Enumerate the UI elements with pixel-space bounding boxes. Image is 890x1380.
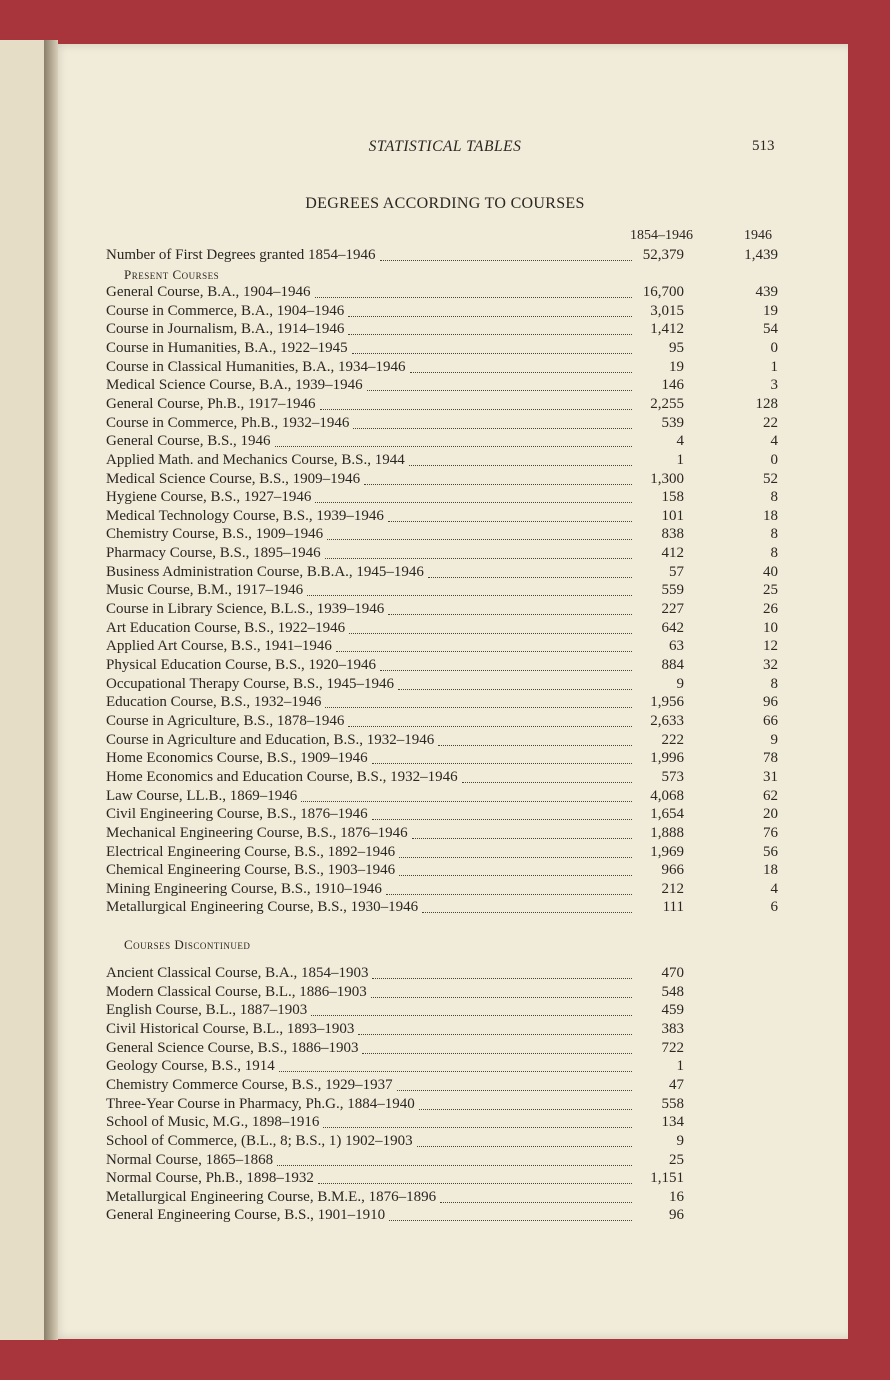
course-label: Law Course, LL.B., 1869–1946	[106, 787, 298, 804]
present-course-row	[106, 899, 778, 918]
degrees-1946-value: 6	[770, 899, 778, 916]
course-label: Medical Technology Course, B.S., 1939–1946	[106, 507, 384, 524]
degrees-total-value: 222	[661, 731, 684, 748]
degrees-1946-value: 10	[763, 619, 778, 636]
dot-leader	[311, 1014, 632, 1016]
course-label: Course in Agriculture and Education, B.S., 1932–1946	[106, 731, 435, 748]
degrees-total-value: 642	[661, 619, 684, 636]
present-course-row	[106, 638, 778, 657]
degrees-total-value: 539	[661, 414, 684, 431]
degrees-1946-value: 40	[763, 563, 778, 580]
degrees-total-value: 1,300	[650, 470, 684, 487]
dot-leader	[358, 1033, 632, 1035]
degrees-total-value: 4	[676, 433, 684, 450]
course-label: Modern Classical Course, B.L., 1886–1903	[106, 983, 367, 1000]
dot-leader	[440, 1201, 632, 1203]
degrees-total-value: 838	[661, 526, 684, 543]
course-label: Education Course, B.S., 1932–1946	[106, 694, 322, 711]
course-label: Hygiene Course, B.S., 1927–1946	[106, 489, 312, 506]
present-course-row	[106, 862, 778, 881]
degrees-1946-value: 439	[755, 284, 778, 300]
dot-leader	[325, 557, 632, 559]
dot-leader	[412, 837, 632, 839]
dot-leader	[417, 1145, 632, 1147]
dot-leader	[389, 1219, 632, 1221]
degrees-1946-value: 25	[763, 582, 778, 599]
course-label: Music Course, B.M., 1917–1946	[106, 582, 304, 599]
present-course-row	[106, 321, 778, 340]
dot-leader	[348, 333, 632, 335]
course-label: General Course, Ph.B., 1917–1946	[106, 395, 316, 412]
running-head: STATISTICAL TABLES	[368, 138, 522, 155]
dot-leader	[318, 1182, 632, 1184]
course-label: General Science Course, B.S., 1886–1903	[106, 1039, 359, 1056]
course-label: Chemistry Course, B.S., 1909–1946	[106, 526, 324, 543]
dot-leader	[336, 650, 632, 652]
dot-leader	[315, 296, 632, 298]
dot-leader	[397, 1089, 632, 1091]
course-label: Electrical Engineering Course, B.S., 1892–1946	[106, 843, 396, 860]
course-label: Number of First Degrees granted 1854–1946	[106, 247, 376, 263]
dot-leader	[362, 1052, 632, 1054]
course-label: Applied Math. and Mechanics Course, B.S., 1944	[106, 451, 405, 468]
present-course-row	[106, 788, 778, 807]
course-label: Course in Library Science, B.L.S., 1939–1946	[106, 601, 385, 618]
degrees-1946-value: 66	[763, 712, 778, 729]
degrees-1946-value: 1,439	[744, 247, 778, 263]
course-label: School of Music, M.G., 1898–1916	[106, 1114, 320, 1131]
degrees-1946-value: 0	[770, 451, 778, 468]
degrees-1946-value: 32	[763, 657, 778, 673]
degrees-1946-value: 9	[770, 731, 778, 748]
dot-leader	[327, 538, 632, 540]
present-course-row	[106, 303, 778, 322]
course-label: Course in Journalism, B.A., 1914–1946	[106, 321, 345, 338]
discontinued-course-row	[106, 1189, 778, 1208]
spine-shadow	[44, 40, 58, 1340]
degrees-total-value: 3,015	[650, 302, 684, 319]
degrees-1946-value: 18	[763, 862, 778, 879]
degrees-total-value: 1,654	[650, 806, 684, 823]
dot-leader	[325, 706, 632, 708]
total-degrees-row	[106, 247, 778, 266]
course-label: Metallurgical Engineering Course, B.S., 1930–1946	[106, 899, 419, 916]
course-label: Ancient Classical Course, B.A., 1854–1903	[106, 965, 369, 981]
present-course-row	[106, 844, 778, 863]
degrees-total-value: 16	[669, 1188, 684, 1205]
present-course-row	[106, 825, 778, 844]
degrees-total-value: 96	[669, 1207, 684, 1224]
present-course-row	[106, 545, 778, 564]
table-title: DEGREES ACCORDING TO COURSES	[305, 195, 585, 212]
present-course-row	[106, 713, 778, 732]
degrees-total-value: 47	[669, 1076, 684, 1093]
degrees-total-value: 966	[661, 862, 684, 879]
degrees-1946-value: 54	[763, 321, 778, 338]
course-label: Applied Art Course, B.S., 1941–1946	[106, 638, 332, 655]
discontinued-course-row	[106, 1207, 778, 1226]
degrees-1946-value: 8	[770, 489, 778, 506]
degrees-1946-value: 76	[763, 824, 778, 841]
degrees-1946-value: 3	[770, 377, 778, 394]
discontinued-course-row	[106, 1058, 778, 1077]
degrees-total-value: 1,969	[650, 843, 684, 860]
dot-leader	[380, 669, 632, 671]
course-label: Course in Humanities, B.A., 1922–1945	[106, 339, 348, 356]
dot-leader	[372, 977, 632, 979]
degrees-1946-value: 52	[763, 470, 778, 487]
degrees-1946-value: 1	[770, 358, 778, 375]
course-label: Home Economics and Education Course, B.S., 1932–1946	[106, 768, 458, 785]
present-course-row	[106, 340, 778, 359]
course-label: Course in Commerce, Ph.B., 1932–1946	[106, 414, 350, 431]
degrees-total-value: 383	[661, 1020, 684, 1037]
degrees-total-value: 134	[661, 1114, 684, 1131]
degrees-1946-value: 8	[770, 545, 778, 562]
discontinued-course-row	[106, 1114, 778, 1133]
present-course-row	[106, 620, 778, 639]
dot-leader	[279, 1070, 632, 1072]
degrees-1946-value: 56	[763, 843, 778, 860]
degrees-total-value: 548	[661, 983, 684, 1000]
dot-leader	[428, 576, 632, 578]
degrees-total-value: 9	[676, 1132, 684, 1149]
present-course-row	[106, 657, 778, 676]
course-label: Civil Historical Course, B.L., 1893–1903	[106, 1020, 355, 1037]
course-label: General Course, B.A., 1904–1946	[106, 284, 311, 300]
course-label: Course in Commerce, B.A., 1904–1946	[106, 302, 345, 319]
dot-leader	[380, 259, 632, 261]
dot-leader	[372, 818, 632, 820]
present-course-row	[106, 415, 778, 434]
degrees-total-value: 101	[661, 507, 684, 524]
discontinued-course-row	[106, 984, 778, 1003]
degrees-total-value: 25	[669, 1151, 684, 1168]
present-course-row	[106, 881, 778, 900]
course-label: Business Administration Course, B.B.A., 1945–1946	[106, 563, 424, 580]
present-course-row	[106, 769, 778, 788]
course-label: School of Commerce, (B.L., 8; B.S., 1) 1902–1903	[106, 1132, 413, 1149]
dot-leader	[277, 1164, 632, 1166]
degrees-total-value: 1,151	[650, 1170, 684, 1187]
present-course-row	[106, 396, 778, 415]
degrees-total-value: 63	[669, 638, 684, 655]
degrees-total-value: 111	[662, 899, 684, 916]
degrees-1946-value: 18	[763, 507, 778, 524]
course-label: Three-Year Course in Pharmacy, Ph.G., 1884–1940	[106, 1095, 415, 1112]
degrees-total-value: 1,956	[650, 694, 684, 711]
present-course-row	[106, 452, 778, 471]
present-course-row	[106, 508, 778, 527]
present-course-row	[106, 676, 778, 695]
degrees-1946-value: 12	[763, 638, 778, 655]
degrees-total-value: 19	[669, 358, 684, 375]
dot-leader	[399, 874, 632, 876]
course-label: Home Economics Course, B.S., 1909–1946	[106, 750, 368, 767]
course-label: Mining Engineering Course, B.S., 1910–1946	[106, 880, 382, 897]
present-course-row	[106, 489, 778, 508]
discontinued-course-row	[106, 1152, 778, 1171]
course-label: Art Education Course, B.S., 1922–1946	[106, 619, 346, 636]
degrees-total-value: 722	[661, 1039, 684, 1056]
discontinued-course-row	[106, 1170, 778, 1189]
degrees-total-value: 1,412	[650, 321, 684, 338]
degrees-total-value: 4,068	[650, 787, 684, 804]
course-label: General Course, B.S., 1946	[106, 433, 271, 450]
dot-leader	[323, 1126, 632, 1128]
dot-leader	[388, 613, 632, 615]
dot-leader	[353, 427, 632, 429]
course-label: Medical Science Course, B.A., 1939–1946	[106, 377, 363, 394]
column-header-total: 1854–1946	[630, 228, 693, 243]
present-course-row	[106, 526, 778, 545]
dot-leader	[388, 520, 632, 522]
discontinued-course-row	[106, 1021, 778, 1040]
dot-leader	[438, 744, 632, 746]
present-course-row	[106, 582, 778, 601]
discontinued-course-row	[106, 1077, 778, 1096]
dot-leader	[419, 1108, 632, 1110]
degrees-total-value: 558	[661, 1095, 684, 1112]
degrees-total-value: 884	[661, 657, 684, 673]
present-courses-heading: Present Courses	[124, 267, 220, 282]
dot-leader	[372, 762, 632, 764]
course-label: Normal Course, Ph.B., 1898–1932	[106, 1170, 314, 1187]
degrees-total-value: 559	[661, 582, 684, 599]
degrees-total-value: 158	[661, 489, 684, 506]
course-label: Civil Engineering Course, B.S., 1876–1946	[106, 806, 368, 823]
course-label: Geology Course, B.S., 1914	[106, 1058, 275, 1075]
degrees-total-value: 412	[661, 545, 684, 562]
discontinued-course-row	[106, 965, 778, 984]
present-course-row	[106, 564, 778, 583]
degrees-1946-value: 8	[770, 675, 778, 692]
degrees-total-value: 1,996	[650, 750, 684, 767]
dot-leader	[367, 389, 632, 391]
discontinued-course-row	[106, 1040, 778, 1059]
discontinued-course-row	[106, 1133, 778, 1152]
degrees-1946-value: 4	[770, 433, 778, 450]
degrees-1946-value: 128	[755, 395, 778, 412]
dot-leader	[364, 483, 632, 485]
discontinued-course-row	[106, 1002, 778, 1021]
dot-leader	[349, 632, 632, 634]
dot-leader	[422, 911, 632, 913]
degrees-1946-value: 20	[763, 806, 778, 823]
present-course-row	[106, 433, 778, 452]
dot-leader	[315, 501, 632, 503]
degrees-1946-value: 8	[770, 526, 778, 543]
present-course-row	[106, 750, 778, 769]
present-course-row	[106, 806, 778, 825]
dot-leader	[320, 408, 632, 410]
course-label: Medical Science Course, B.S., 1909–1946	[106, 470, 361, 487]
course-label: Pharmacy Course, B.S., 1895–1946	[106, 545, 321, 562]
dot-leader	[386, 893, 632, 895]
course-label: Chemistry Commerce Course, B.S., 1929–1937	[106, 1076, 393, 1093]
degrees-1946-value: 31	[763, 768, 778, 785]
degrees-1946-value: 19	[763, 302, 778, 319]
degrees-total-value: 9	[676, 675, 684, 692]
present-course-row	[106, 732, 778, 751]
discontinued-courses-heading: Courses Discontinued	[124, 937, 251, 952]
dot-leader	[348, 315, 632, 317]
present-course-row	[106, 601, 778, 620]
degrees-total-value: 57	[669, 563, 684, 580]
degrees-1946-value: 22	[763, 414, 778, 431]
dot-leader	[275, 445, 632, 447]
degrees-total-value: 459	[661, 1002, 684, 1019]
dot-leader	[462, 781, 632, 783]
dot-leader	[409, 464, 632, 466]
degrees-total-value: 212	[661, 880, 684, 897]
degrees-total-value: 146	[661, 377, 684, 394]
discontinued-course-row	[106, 1096, 778, 1115]
course-label: Mechanical Engineering Course, B.S., 1876–1946	[106, 824, 408, 841]
course-label: General Engineering Course, B.S., 1901–1910	[106, 1207, 386, 1224]
course-label: Course in Classical Humanities, B.A., 1934–1946	[106, 358, 406, 375]
dot-leader	[301, 800, 632, 802]
course-label: Chemical Engineering Course, B.S., 1903–1946	[106, 862, 396, 879]
dot-leader	[398, 688, 632, 690]
degrees-total-value: 470	[661, 965, 684, 981]
degrees-total-value: 2,255	[650, 395, 684, 412]
page-number: 513	[752, 138, 775, 154]
degrees-total-value: 95	[669, 339, 684, 356]
degrees-total-value: 1	[676, 451, 684, 468]
dot-leader	[371, 996, 632, 998]
dot-leader	[399, 856, 632, 858]
present-course-row	[106, 359, 778, 378]
column-header-1946: 1946	[744, 228, 772, 243]
degrees-total-value: 227	[661, 601, 684, 618]
degrees-total-value: 1,888	[650, 824, 684, 841]
present-course-row	[106, 694, 778, 713]
degrees-1946-value: 26	[763, 601, 778, 618]
course-label: English Course, B.L., 1887–1903	[106, 1002, 308, 1019]
present-course-row	[106, 284, 778, 303]
degrees-1946-value: 78	[763, 750, 778, 767]
degrees-1946-value: 0	[770, 339, 778, 356]
dot-leader	[348, 725, 632, 727]
degrees-total-value: 573	[661, 768, 684, 785]
dot-leader	[352, 352, 632, 354]
degrees-1946-value: 4	[770, 880, 778, 897]
degrees-total-value: 16,700	[642, 284, 684, 300]
present-course-row	[106, 377, 778, 396]
course-label: Metallurgical Engineering Course, B.M.E., 1876–1896	[106, 1188, 437, 1205]
degrees-1946-value: 62	[763, 787, 778, 804]
dot-leader	[307, 594, 632, 596]
course-label: Normal Course, 1865–1868	[106, 1151, 274, 1168]
degrees-total-value: 2,633	[650, 712, 684, 729]
course-label: Physical Education Course, B.S., 1920–1946	[106, 657, 376, 673]
course-label: Course in Agriculture, B.S., 1878–1946	[106, 712, 345, 729]
degrees-total-value: 1	[676, 1058, 684, 1075]
present-course-row	[106, 471, 778, 490]
degrees-1946-value: 96	[763, 694, 778, 711]
dot-leader	[410, 371, 632, 373]
course-label: Occupational Therapy Course, B.S., 1945–1946	[106, 675, 395, 692]
degrees-total-value: 52,379	[642, 247, 684, 263]
